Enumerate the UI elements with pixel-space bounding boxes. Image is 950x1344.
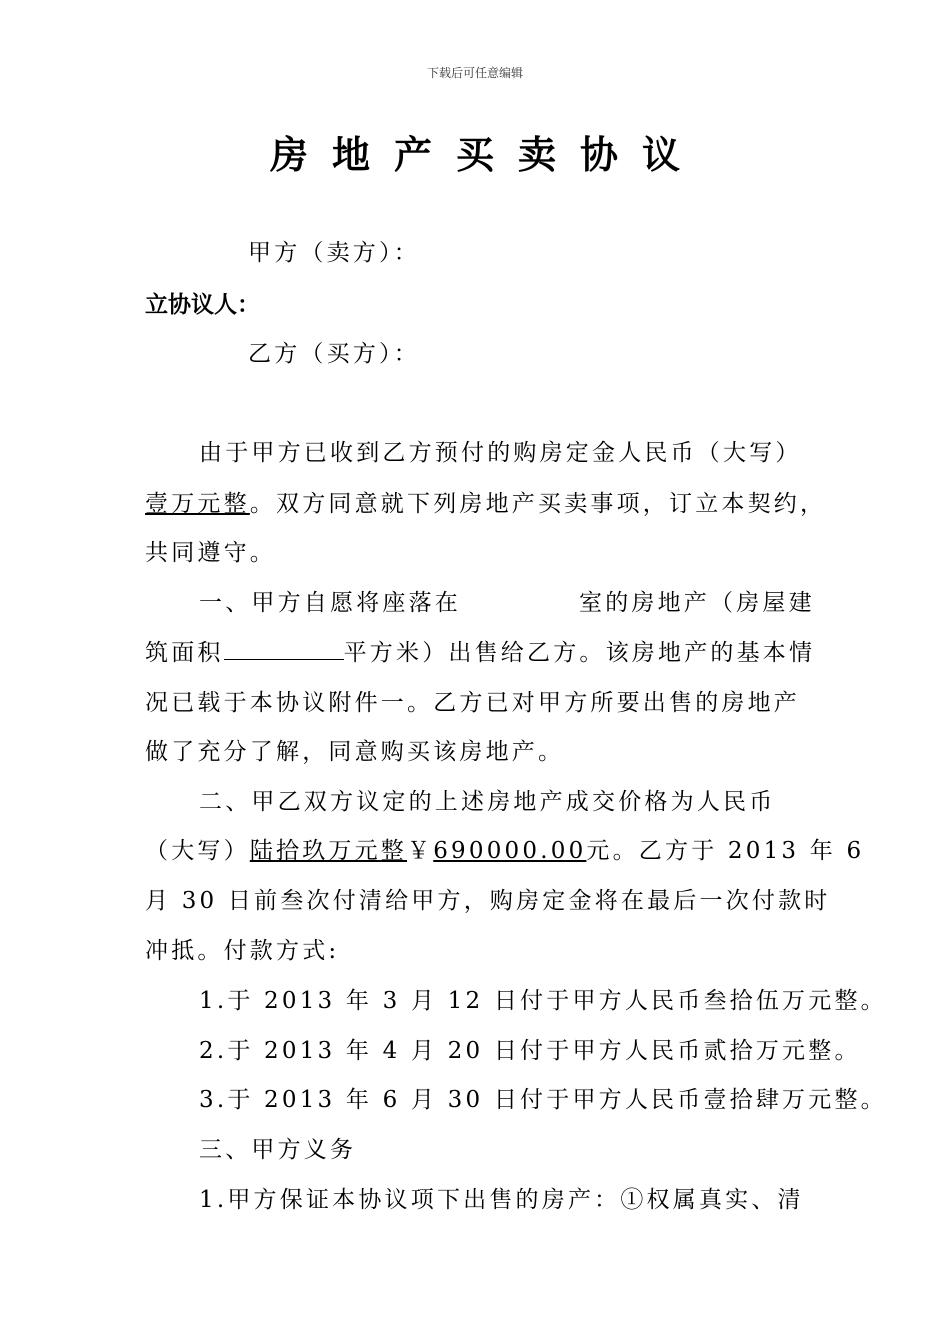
payment-item: 1.于 2013 年 3 月 12 日付于甲方人民币叁拾伍万元整。 bbox=[199, 988, 887, 1014]
clause1-text-b: 室的房地产（房屋建 bbox=[579, 590, 815, 616]
party-b-line: 乙方（买方）： bbox=[248, 341, 420, 367]
deposit-amount: 壹万元整 bbox=[145, 491, 250, 517]
clause1-line-4: 做了充分了解，同意购买该房地产。 bbox=[145, 739, 565, 765]
clause2-text-b: 元。乙方于 2013 年 6 bbox=[586, 838, 865, 864]
price-number: 690000.00 bbox=[433, 838, 587, 864]
intro-line-3: 共同遵守。 bbox=[145, 540, 276, 566]
price-in-words: 陆拾玖万元整 bbox=[249, 838, 408, 864]
payment-item: 2.于 2013 年 4 月 20 日付于甲方人民币贰拾万元整。 bbox=[199, 1038, 861, 1064]
payment-item: 3.于 2013 年 6 月 30 日付于甲方人民币壹拾肆万元整。 bbox=[199, 1087, 887, 1113]
intro-line-1: 由于甲方已收到乙方预付的购房定金人民币（大写） bbox=[199, 440, 802, 466]
signatories-label: 立协议人： bbox=[145, 292, 260, 318]
clause1-text-d: 平方米）出售给乙方。该房地产的基本情 bbox=[343, 640, 816, 666]
clause1-line-3: 况已载于本协议附件一。乙方已对甲方所要出售的房地产 bbox=[145, 690, 800, 716]
intro-line-2 bbox=[145, 485, 826, 518]
clause2-line-3: 月 30 日前叁次付清给甲方，购房定金将在最后一次付款时 bbox=[145, 888, 831, 914]
clause2-line-2 bbox=[145, 832, 864, 865]
clause1-text-c: 筑面积 bbox=[145, 640, 224, 666]
clause1-line-2 bbox=[145, 634, 815, 667]
party-a-line: 甲方（卖方）： bbox=[248, 240, 420, 266]
page-header-note: 下载后可任意编辑 bbox=[426, 66, 523, 80]
clause3-heading: 三、甲方义务 bbox=[199, 1137, 357, 1163]
currency-symbol: ￥ bbox=[407, 838, 434, 864]
clause2-text-a: （大写） bbox=[145, 838, 250, 864]
clause3-line-1: 1.甲方保证本协议项下出售的房产：①权属真实、清 bbox=[199, 1187, 804, 1213]
clause1-text-a: 一、甲方自愿将座落在 bbox=[199, 590, 461, 616]
area-blank bbox=[224, 637, 344, 660]
document-title: 房地产买卖协议 bbox=[269, 133, 704, 177]
intro-line-2-rest: 。双方同意就下列房地产买卖事项，订立本契约， bbox=[249, 491, 827, 517]
clause2-line-4: 冲抵。付款方式: bbox=[145, 938, 340, 964]
clause2-line-1: 二、甲乙双方议定的上述房地产成交价格为人民币 bbox=[199, 789, 776, 815]
clause1-line-1 bbox=[199, 584, 815, 617]
